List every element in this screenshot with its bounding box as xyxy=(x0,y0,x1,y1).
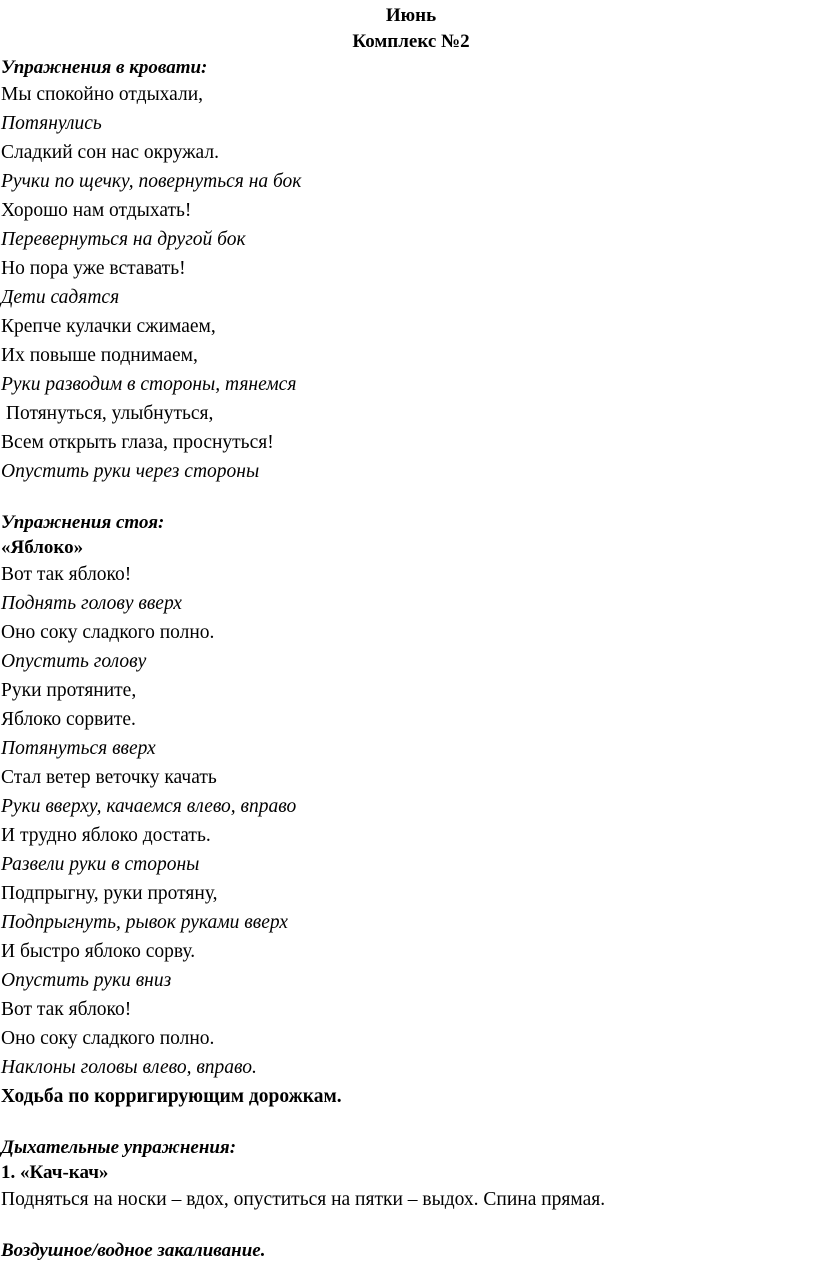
instruction-line: Ручки по щечку, повернуться на бок xyxy=(1,171,302,192)
verse-line: Вот так яблоко! xyxy=(1,564,132,585)
verse-line: Вот так яблоко! xyxy=(1,999,132,1020)
section-spacer xyxy=(1,486,816,510)
instruction-line: Дети садятся xyxy=(1,287,120,308)
instruction-line: Потянуться вверх xyxy=(1,738,156,759)
section-spacer xyxy=(1,1214,816,1238)
verse-line: Стал ветер веточку качать xyxy=(1,767,217,788)
verse-line: Мы спокойно отдыхали, xyxy=(1,84,204,105)
document-content xyxy=(0,55,816,1263)
verse-line: Оно соку сладкого полно. xyxy=(1,1028,215,1049)
standing-exercises-heading: Упражнения стоя: xyxy=(1,512,165,533)
bed-exercises-heading: Упражнения в кровати: xyxy=(1,57,208,78)
apple-game-title: «Яблоко» xyxy=(1,537,84,558)
instruction-line: Руки вверху, качаемся влево, вправо xyxy=(1,796,297,817)
complex-title: Комплекс №2 xyxy=(352,31,470,52)
verse-line: Но пора уже вставать! xyxy=(1,258,186,279)
verse-line: Сладкий сон нас окружал. xyxy=(1,142,219,163)
instruction-line: Наклоны головы влево, вправо. xyxy=(1,1057,257,1078)
breathing-exercise-title: 1. «Кач-кач» xyxy=(1,1162,109,1183)
breathing-exercise-description: Подняться на носки – вдох, опуститься на пятки – выдох. Спина прямая. xyxy=(1,1189,606,1210)
verse-line: Потянуться, улыбнуться, xyxy=(1,403,214,424)
instruction-line: Перевернуться на другой бок xyxy=(1,229,246,250)
hardening-heading: Воздушное/водное закаливание. xyxy=(1,1240,266,1261)
verse-line: Хорошо нам отдыхать! xyxy=(1,200,192,221)
verse-line: И быстро яблоко сорву. xyxy=(1,941,196,962)
instruction-line: Руки разводим в стороны, тянемся xyxy=(1,374,297,395)
instruction-line: Потянулись xyxy=(1,113,102,134)
verse-line: Их повыше поднимаем, xyxy=(1,345,198,366)
instruction-line: Подпрыгнуть, рывок руками вверх xyxy=(1,912,288,933)
verse-line: Всем открыть глаза, проснуться! xyxy=(1,432,274,453)
instruction-line: Опустить голову xyxy=(1,651,147,672)
standing-exercises-list xyxy=(1,560,816,1082)
bed-exercises-list xyxy=(1,80,816,486)
corrective-walking-line: Ходьба по корригирующим дорожкам. xyxy=(1,1086,342,1107)
instruction-line: Развели руки в стороны xyxy=(1,854,200,875)
verse-line: Оно соку сладкого полно. xyxy=(1,622,215,643)
instruction-line: Опустить руки через стороны xyxy=(1,461,260,482)
verse-line: Подпрыгну, руки протяну, xyxy=(1,883,218,904)
instruction-line: Опустить руки вниз xyxy=(1,970,172,991)
breathing-exercises-heading: Дыхательные упражнения: xyxy=(1,1137,237,1158)
verse-line: Крепче кулачки сжимаем, xyxy=(1,316,216,337)
verse-line: И трудно яблоко достать. xyxy=(1,825,211,846)
section-spacer xyxy=(1,1111,816,1135)
instruction-line: Поднять голову вверх xyxy=(1,593,182,614)
verse-line: Руки протяните, xyxy=(1,680,137,701)
month-title: Июнь xyxy=(385,5,437,26)
verse-line: Яблоко сорвите. xyxy=(1,709,136,730)
